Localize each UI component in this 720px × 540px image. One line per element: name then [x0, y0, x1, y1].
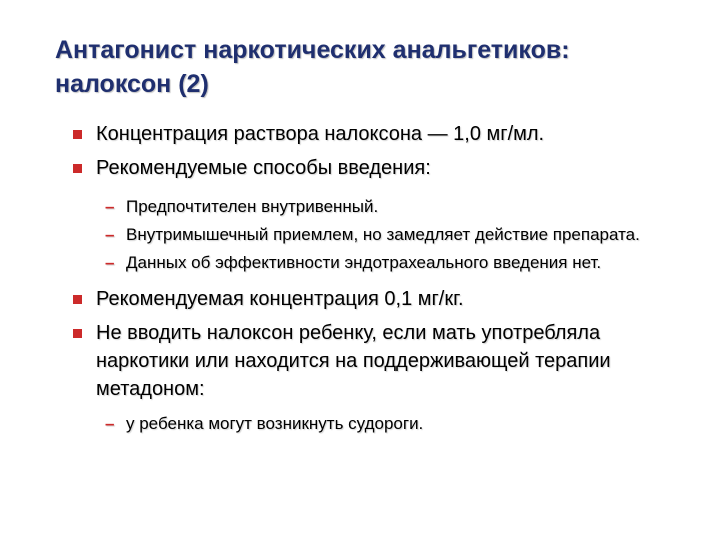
slide-body	[70, 120, 690, 446]
bullet-item	[70, 154, 690, 182]
bullet-text: Концентрация раствора налоксона — 1,0 мг/мл.	[96, 123, 545, 145]
sub-bullet-text: Внутримышечный приемлем, но замедляет действие препарата.	[126, 225, 640, 244]
dash-bullet-icon: –	[105, 197, 115, 216]
sub-bullet-text: Предпочтителен внутривенный.	[126, 197, 379, 216]
square-bullet-icon	[73, 295, 82, 304]
bullet-text: Рекомендуемые способы введения:	[96, 157, 431, 179]
sub-bullet-item	[70, 411, 690, 436]
bullet-item	[70, 319, 690, 403]
sub-bullet-item	[70, 250, 690, 275]
square-bullet-icon	[73, 130, 82, 139]
dash-bullet-icon: –	[105, 253, 115, 272]
sub-bullet-text: у ребенка могут возникнуть судороги.	[126, 414, 424, 433]
title-line-1: Антагонист наркотических анальгетиков:	[55, 36, 570, 64]
square-bullet-icon	[73, 164, 82, 173]
bullet-text: Не вводить налоксон ребенку, если мать употребляла наркотики или находится на поддерживающей терапии метадоном:	[96, 322, 611, 400]
bullet-item	[70, 120, 690, 148]
dash-bullet-icon: –	[105, 225, 115, 244]
title-line-2: налоксон (2)	[55, 70, 209, 98]
sub-bullet-item	[70, 222, 690, 247]
sub-bullet-item	[70, 194, 690, 219]
square-bullet-icon	[73, 329, 82, 338]
sub-bullet-group	[70, 194, 690, 275]
bullet-text: Рекомендуемая концентрация 0,1 мг/кг.	[96, 288, 464, 310]
sub-bullet-group	[70, 411, 690, 436]
bullet-item	[70, 285, 690, 313]
slide-title	[55, 33, 695, 101]
sub-bullet-text: Данных об эффективности эндотрахеального введения нет.	[126, 253, 602, 272]
dash-bullet-icon: –	[105, 414, 115, 433]
